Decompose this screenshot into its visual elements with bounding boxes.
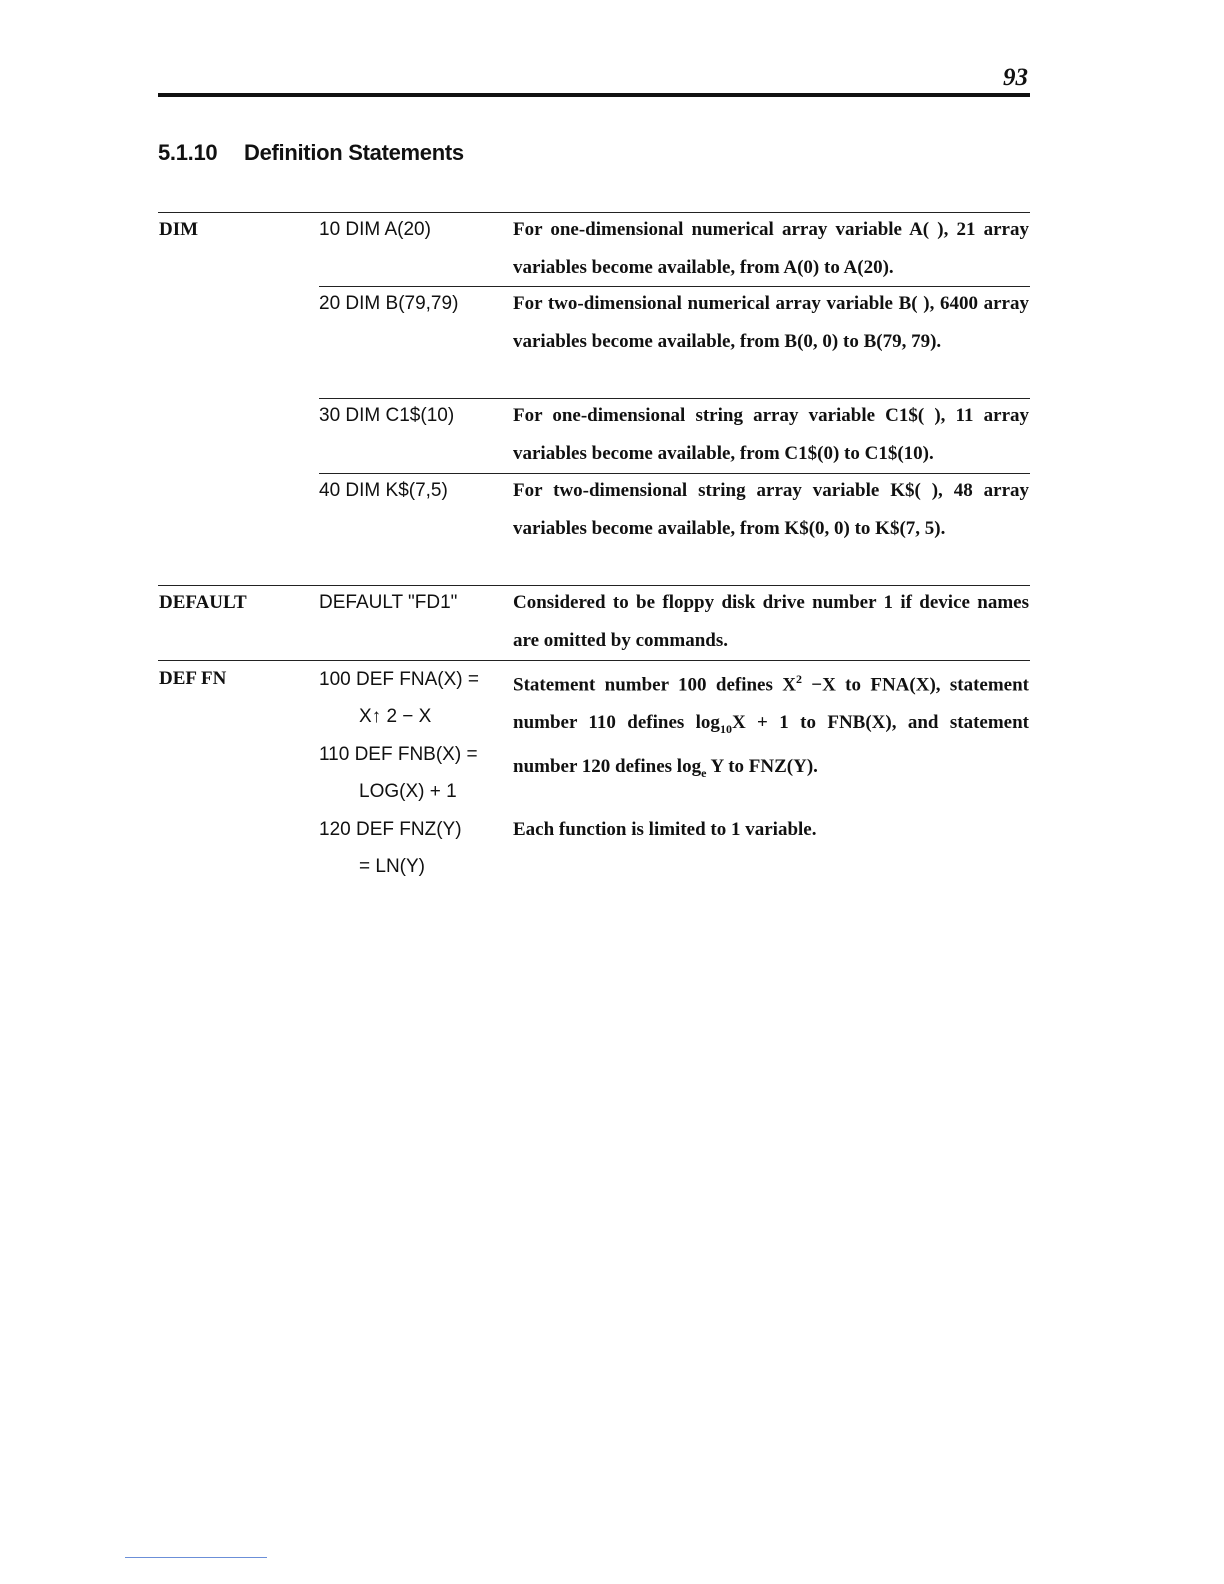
deffn-code-6: = LN(Y) bbox=[359, 856, 425, 877]
deffn-desc-subscript-10: 10 bbox=[719, 721, 732, 736]
deffn-desc-subscript-e: e bbox=[701, 765, 707, 780]
keyword-def-fn: DEF FN bbox=[159, 668, 227, 689]
deffn-code-5: 120 DEF FNZ(Y) bbox=[319, 819, 462, 840]
dim-row-2-code: 20 DIM B(79,79) bbox=[319, 293, 459, 314]
dim-row-1-desc: For one-dimensional numerical array variable A( ), 21 array variables become available, from A(0) to A(20). bbox=[513, 219, 1029, 278]
dim-row-3-code: 30 DIM C1$(10) bbox=[319, 405, 455, 426]
default-desc: Considered to be floppy disk drive number 1 if device names are omitted by commands. bbox=[513, 592, 1029, 651]
deffn-code-4: LOG(X) + 1 bbox=[359, 781, 457, 802]
deffn-desc bbox=[513, 661, 1029, 792]
deffn-note: Each function is limited to 1 variable. bbox=[513, 819, 817, 840]
top-rule bbox=[158, 93, 1030, 97]
section-heading bbox=[158, 140, 464, 166]
dim-row-2-desc: For two-dimensional numerical array variable B( ), 6400 array variables become available, from B(0, 0) to B(79, 79). bbox=[513, 293, 1029, 352]
deffn-desc-part-2: −X to FNA(X), statement number 110 defines log bbox=[513, 674, 1029, 733]
deffn-desc-part-4: Y to FNZ(Y). bbox=[706, 756, 818, 778]
deffn-code-3: 110 DEF FNB(X) = bbox=[319, 744, 478, 765]
deffn-code-2: X↑ 2 − X bbox=[359, 706, 432, 727]
dim-row-4-code: 40 DIM K$(7,5) bbox=[319, 480, 448, 501]
section-title: Definition Statements bbox=[244, 140, 464, 165]
dim-row-1-code: 10 DIM A(20) bbox=[319, 219, 431, 240]
section-number: 5.1.10 bbox=[158, 140, 218, 165]
deffn-desc-superscript: 2 bbox=[795, 672, 802, 686]
deffn-code-1: 100 DEF FNA(X) = bbox=[319, 669, 479, 690]
default-code: DEFAULT "FD1" bbox=[319, 592, 458, 613]
deffn-desc-part-3: X + 1 to FNB(X), and statement number 120 defines log bbox=[513, 711, 1029, 778]
bottom-link-underline bbox=[125, 1557, 267, 1558]
keyword-dim: DIM bbox=[159, 219, 199, 240]
page-number: 93 bbox=[1003, 64, 1028, 91]
keyword-default: DEFAULT bbox=[159, 592, 247, 613]
dim-row-4-desc: For two-dimensional string array variable K$( ), 48 array variables become available, from K$(0, 0) to K$(7, 5). bbox=[513, 480, 1029, 539]
deffn-desc-part-1: Statement number 100 defines X bbox=[513, 674, 796, 696]
dim-row-3-desc: For one-dimensional string array variable C1$( ), 11 array variables become available, from C1$(0) to C1$(10). bbox=[513, 405, 1029, 464]
